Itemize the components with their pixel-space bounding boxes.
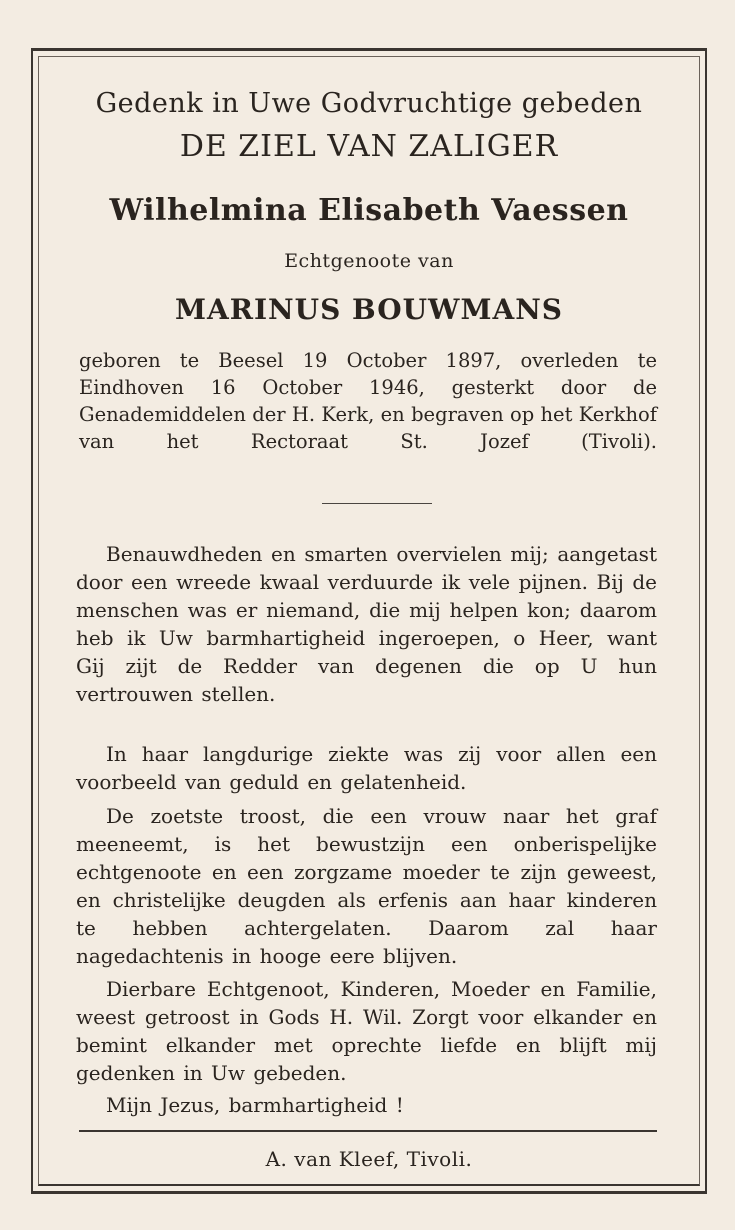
memorial-card <box>31 48 707 1194</box>
relation-label: Echtgenoote van <box>284 250 454 272</box>
soul-heading: DE ZIEL VAN ZALIGER <box>179 129 559 164</box>
paragraph-patience: In haar langdurige ziekte was zij voor allen een voorbeeld van geduld en gelatenheid. <box>76 742 657 794</box>
biography-text: geboren te Beesel 19 October 1897, overleden te Eindhoven 16 October 1946, gesterkt door de Genademiddelen der H. Kerk, en begraven op het Kerkhof van het Rectoraat St. Jozef (Tivoli). <box>79 349 657 453</box>
spouse-name: MARINUS BOUWMANS <box>174 293 564 326</box>
paragraph-consolation: De zoetste troost, die een vrouw naar het graf meeneemt, is het bewustzijn een onberispelijke echtgenoote en een zorgzame moeder te zijn geweest, en christelijke deugden als erfenis aan haar kinderen te hebben achtergelaten. Daarom zal haar nagedachtenis in hooge eere blijven. <box>76 804 657 968</box>
deceased-name: Wilhelmina Elisabeth Vaessen <box>109 193 629 228</box>
prayer-request: Gedenk in Uwe Godvruchtige gebeden <box>95 88 643 119</box>
paragraph-farewell: Dierbare Echtgenoot, Kinderen, Moeder en Familie, weest getroost in Gods H. Wil. Zorgt voor elkander en bemint elkander met oprechte liefde en blijft mij gedenken in Uw gebeden. <box>76 977 657 1085</box>
card-inner-border <box>38 56 700 1186</box>
divider-short <box>322 503 432 504</box>
prayer-invocation: Mijn Jezus, barmhartigheid ! <box>106 1093 404 1117</box>
printer-credit: A. van Kleef, Tivoli. <box>265 1147 473 1171</box>
paragraph-lament: Benauwdheden en smarten overvielen mij; aangetast door een wreede kwaal verduurde ik vele pijnen. Bij de menschen was er niemand, die mij helpen kon; daarom heb ik Uw barmhartigheid ingeroepen, o Heer, want Gij zijt de Redder van degenen die op U hun vertrouwen stellen. <box>76 542 657 706</box>
divider-long <box>79 1130 657 1132</box>
